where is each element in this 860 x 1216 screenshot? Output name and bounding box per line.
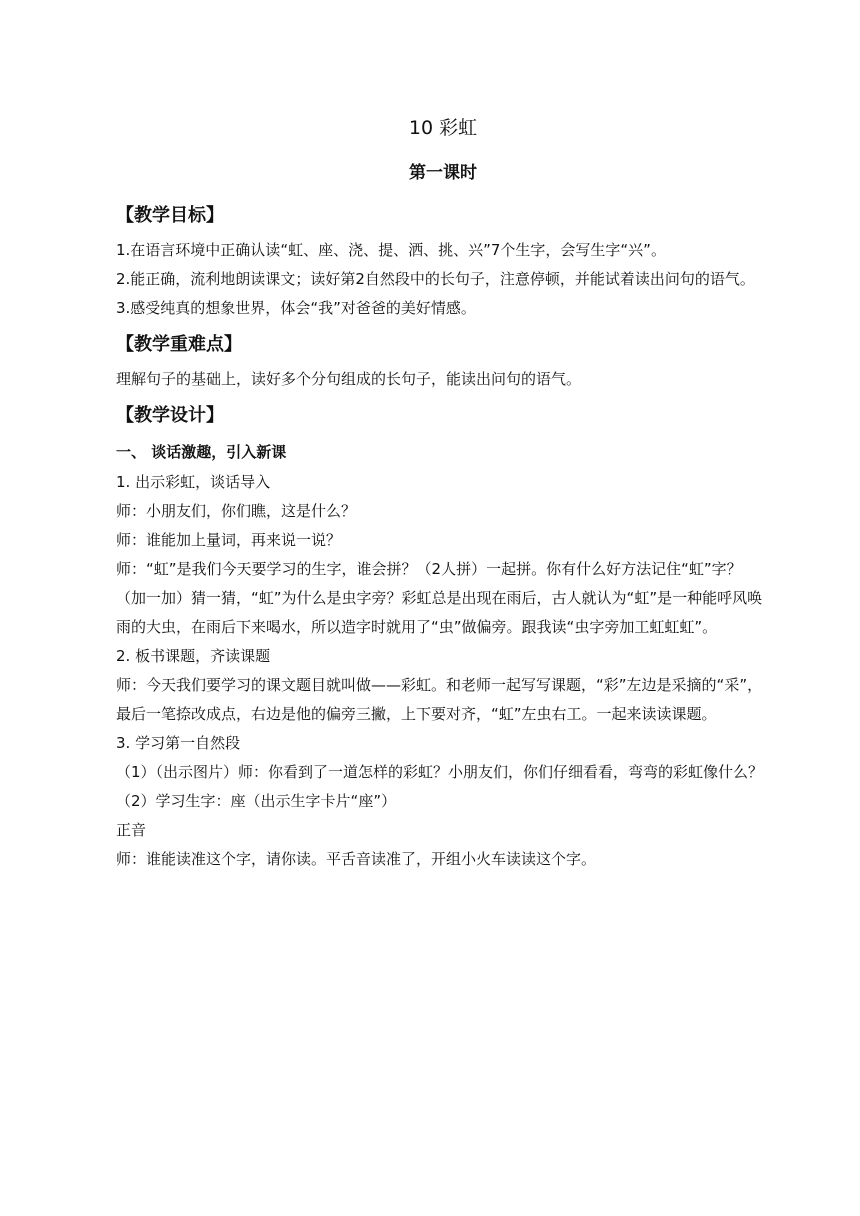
lesson-period: 第一课时 <box>409 163 477 183</box>
design-line: 师：今天我们要学习的课文题目就叫做——彩虹。和老师一起写写课题，“彩”左边是采摘的“采”，最后一笔捺改成点，右边是他的偏旁三撇，上下要对齐，“虹”左虫右工。一起来读读课题。 <box>116 676 763 723</box>
design-line: 师：谁能读准这个字，请你读。平舌音读准了，开组小火车读读这个字。 <box>116 850 597 868</box>
document-title: 10 彩虹 <box>408 117 478 139</box>
design-line: 2. 板书课题，齐读课题 <box>116 647 271 665</box>
design-line: （2）学习生字：座（出示生字卡片“座”） <box>116 792 397 810</box>
part-one-title: 一、 谈话激趣，引入新课 <box>116 443 287 461</box>
goal-item: 3.感受纯真的想象世界，体会“我”对爸爸的美好情感。 <box>116 299 476 317</box>
goal-item: 1.在语言环境中正确认读“虹、座、浇、提、洒、挑、兴”7个生字，会写生字“兴”。 <box>116 241 666 259</box>
key-points-heading: 【教学重难点】 <box>116 334 242 355</box>
design-line: （1）（出示图片）师：你看到了一道怎样的彩虹？小朋友们，你们仔细看看，弯弯的彩虹像什么？ <box>116 763 764 781</box>
goals-heading: 【教学目标】 <box>116 205 224 226</box>
goal-item: 2.能正确，流利地朗读课文；读好第2自然段中的长句子，注意停顿，并能试着读出问句的语气。 <box>116 270 755 288</box>
design-heading: 【教学设计】 <box>116 405 224 426</box>
design-line: 正音 <box>116 821 147 839</box>
design-line: 师：“虹”是我们今天要学习的生字，谁会拼？（2人拼）一起拼。你有什么好方法记住“虹”字？（加一加）猜一猜，“虹”为什么是虫字旁？彩虹总是出现在雨后，古人就认为“虹”是一种能呼风唤雨的大虫，在雨后下来喝水，所以造字时就用了“虫”做偏旁。跟我读“虫字旁加工虹虹虹”。 <box>116 560 763 636</box>
design-line: 师：小朋友们，你们瞧，这是什么？ <box>116 502 357 520</box>
design-line: 3. 学习第一自然段 <box>116 734 241 752</box>
key-points-text: 理解句子的基础上，读好多个分句组成的长句子，能读出问句的语气。 <box>116 370 582 388</box>
design-line: 师：谁能加上量词，再来说一说？ <box>116 531 342 549</box>
design-line: 1. 出示彩虹，谈话导入 <box>116 473 271 491</box>
